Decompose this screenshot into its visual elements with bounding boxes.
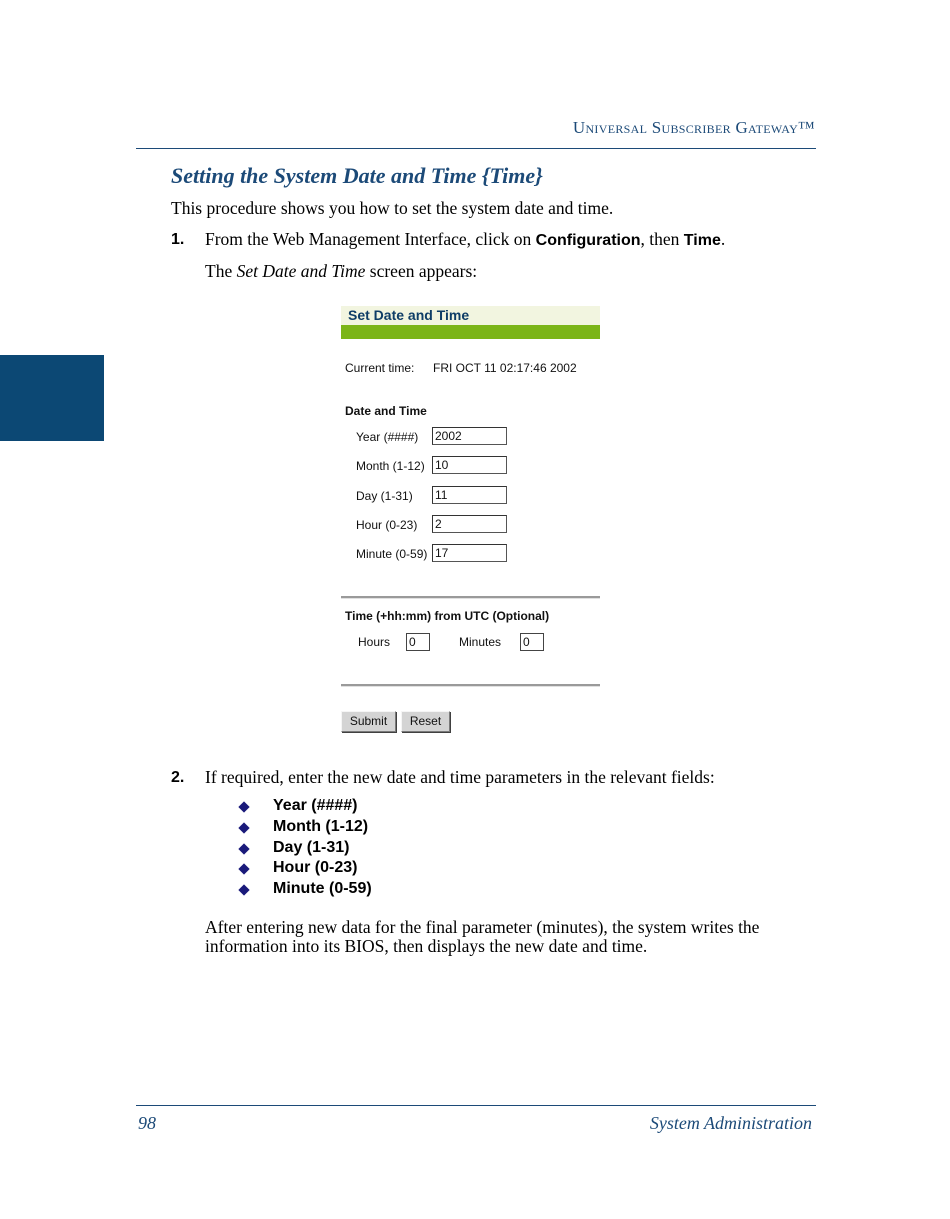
panel-accent-bar bbox=[341, 325, 600, 339]
step-1-text-middle: , then bbox=[640, 229, 684, 249]
step-1-sub-before: The bbox=[205, 261, 237, 281]
diamond-bullet-icon bbox=[238, 885, 249, 896]
utc-minutes-input[interactable]: 0 bbox=[520, 633, 544, 651]
utc-hours-label: Hours bbox=[358, 635, 391, 649]
month-input[interactable]: 10 bbox=[432, 456, 507, 474]
panel-divider bbox=[341, 596, 600, 599]
diamond-bullet-icon bbox=[238, 822, 249, 833]
list-item-text: Hour (0-23) bbox=[273, 859, 358, 877]
utc-minutes-label: Minutes bbox=[459, 635, 502, 649]
submit-button[interactable]: Submit bbox=[341, 711, 396, 732]
step-1-text-end: . bbox=[720, 229, 726, 249]
step-1-subtext bbox=[205, 261, 477, 282]
utc-hours-input[interactable]: 0 bbox=[406, 633, 430, 651]
diamond-bullet-icon bbox=[238, 864, 249, 875]
chapter-tab bbox=[0, 355, 104, 441]
diamond-bullet-icon bbox=[238, 801, 249, 812]
day-input[interactable]: 11 bbox=[432, 486, 507, 504]
section-title: Setting the System Date and Time {Time} bbox=[171, 163, 543, 188]
list-item-text: Minute (0-59) bbox=[273, 880, 372, 898]
diamond-bullet-icon bbox=[238, 843, 249, 854]
minute-input[interactable]: 17 bbox=[432, 544, 507, 562]
month-label: Month (1-12) bbox=[356, 459, 425, 473]
utc-offset-heading: Time (+hh:mm) from UTC (Optional) bbox=[345, 609, 550, 623]
day-label: Day (1-31) bbox=[356, 489, 413, 503]
footer-rule bbox=[136, 1105, 816, 1106]
minute-label: Minute (0-59) bbox=[356, 547, 428, 561]
page-number: 98 bbox=[138, 1113, 156, 1133]
configuration-term: Configuration bbox=[535, 232, 641, 249]
step-2-number: 2. bbox=[171, 769, 185, 786]
year-label: Year (####) bbox=[356, 430, 419, 444]
hour-label: Hour (0-23) bbox=[356, 518, 418, 532]
step-1-text bbox=[205, 229, 725, 250]
list-item-text: Year (####) bbox=[273, 797, 358, 814]
time-term: Time bbox=[683, 232, 721, 249]
panel-title: Set Date and Time bbox=[341, 306, 600, 325]
panel-divider bbox=[341, 684, 600, 687]
step-1-text-before: From the Web Management Interface, click on bbox=[205, 229, 536, 249]
reset-button[interactable]: Reset bbox=[401, 711, 450, 732]
screen-name: Set Date and Time bbox=[236, 261, 366, 281]
step-2-text: If required, enter the new date and time parameters in the relevant fields: bbox=[205, 767, 715, 787]
step-1-number: 1. bbox=[171, 231, 185, 248]
hour-input[interactable]: 2 bbox=[432, 515, 507, 533]
current-time-value: FRI OCT 11 02:17:46 2002 bbox=[433, 361, 577, 375]
closing-paragraph: After entering new data for the final parameter (minutes), the system writes the information into its BIOS, then displays the new date and time. bbox=[205, 917, 760, 956]
footer-section-title: System Administration bbox=[649, 1113, 812, 1133]
step-1-sub-after: screen appears: bbox=[365, 261, 478, 281]
running-header: Universal Subscriber Gateway™ bbox=[572, 118, 815, 137]
date-time-heading: Date and Time bbox=[345, 404, 427, 418]
set-date-time-screenshot bbox=[341, 306, 601, 736]
intro-text: This procedure shows you how to set the system date and time. bbox=[171, 198, 614, 218]
list-item-text: Month (1-12) bbox=[273, 817, 369, 835]
current-time-label: Current time: bbox=[345, 361, 415, 375]
header-rule bbox=[136, 148, 816, 149]
list-item-text: Day (1-31) bbox=[273, 838, 350, 856]
year-input[interactable]: 2002 bbox=[432, 427, 507, 445]
